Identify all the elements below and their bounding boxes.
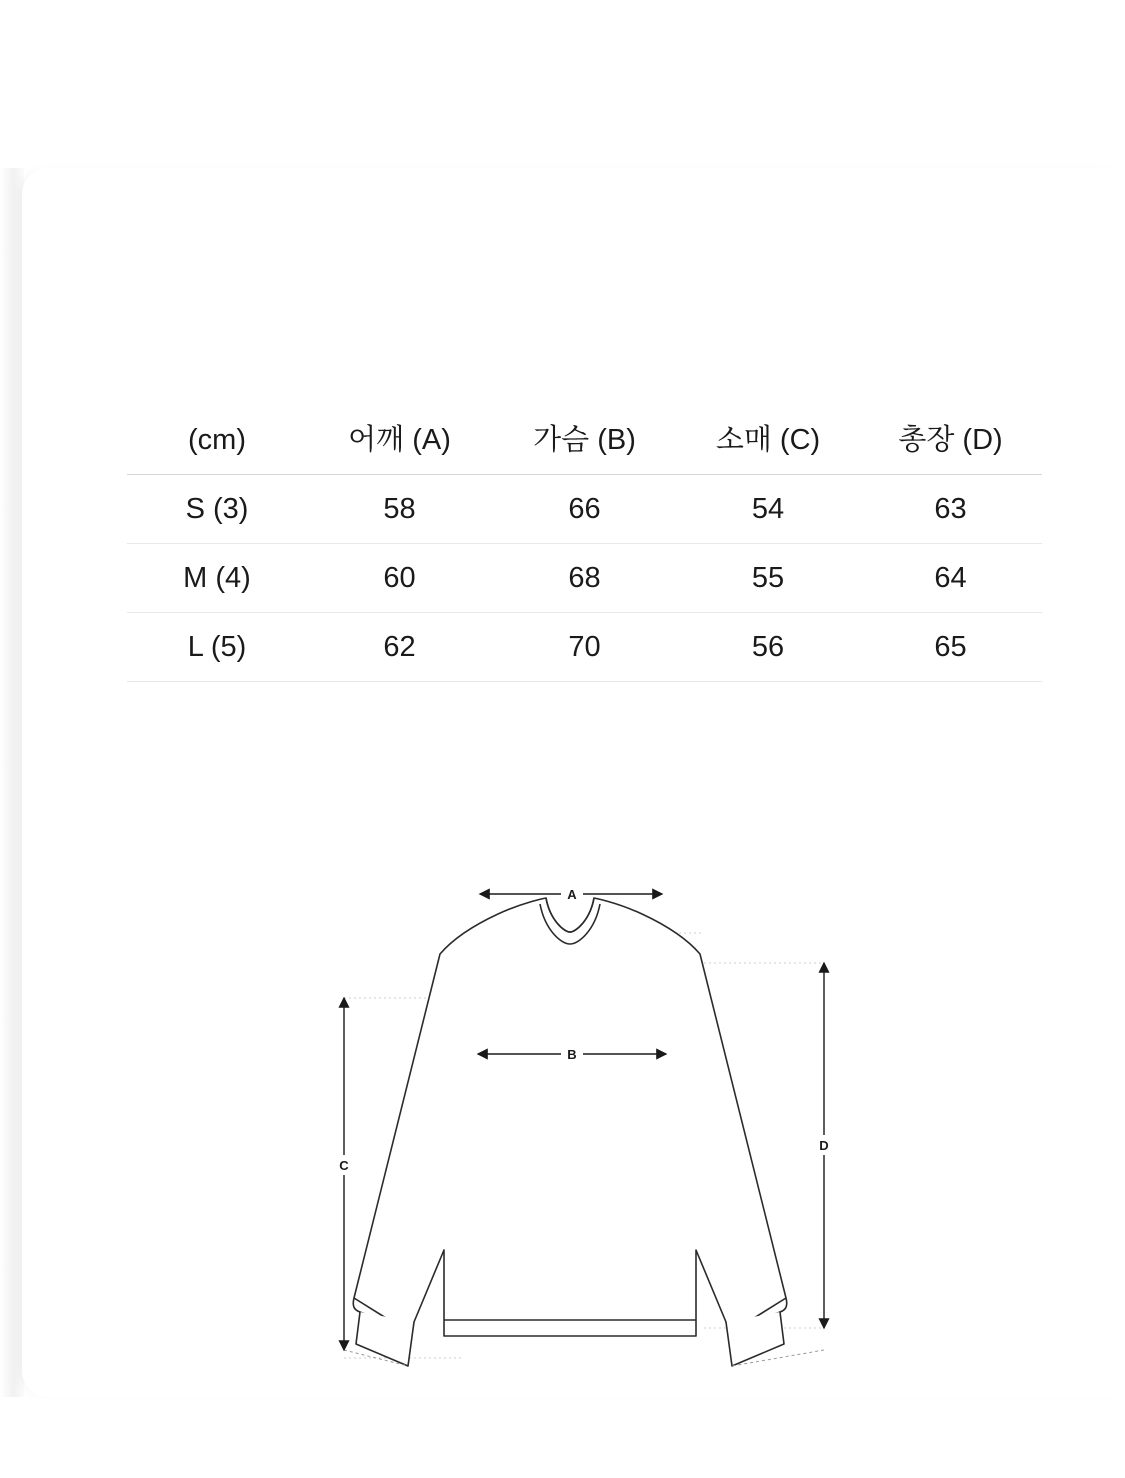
cell-chest: 66 bbox=[492, 475, 677, 544]
table-header-row bbox=[127, 406, 1042, 475]
dimension-a-shoulder bbox=[480, 885, 662, 903]
cell-length: 64 bbox=[859, 544, 1042, 613]
size-guide-card bbox=[22, 168, 1125, 1397]
cell-length: 63 bbox=[859, 475, 1042, 544]
dimension-label-a: A bbox=[567, 887, 577, 902]
cell-size: L (5) bbox=[127, 613, 307, 682]
table-row bbox=[127, 475, 1042, 544]
cell-chest: 70 bbox=[492, 613, 677, 682]
dimension-d-length bbox=[813, 963, 835, 1328]
cell-chest: 68 bbox=[492, 544, 677, 613]
dimension-label-b: B bbox=[567, 1047, 577, 1062]
column-header-length: 총장 (D) bbox=[859, 406, 1042, 475]
cell-shoulder: 62 bbox=[307, 613, 492, 682]
cell-size: S (3) bbox=[127, 475, 307, 544]
dimension-c-sleeve bbox=[333, 998, 355, 1350]
cell-sleeve: 54 bbox=[677, 475, 859, 544]
size-chart-table bbox=[127, 406, 1042, 682]
garment-measurement-diagram bbox=[284, 858, 884, 1478]
cell-length: 65 bbox=[859, 613, 1042, 682]
dimension-label-d: D bbox=[819, 1138, 829, 1153]
column-header-unit: (cm) bbox=[127, 406, 307, 475]
cell-shoulder: 60 bbox=[307, 544, 492, 613]
cell-sleeve: 56 bbox=[677, 613, 859, 682]
column-header-sleeve: 소매 (C) bbox=[677, 406, 859, 475]
cell-sleeve: 55 bbox=[677, 544, 859, 613]
cell-size: M (4) bbox=[127, 544, 307, 613]
dimension-label-c: C bbox=[339, 1158, 349, 1173]
table-row bbox=[127, 544, 1042, 613]
table-row bbox=[127, 613, 1042, 682]
sweatshirt-outline bbox=[353, 898, 787, 1366]
card-left-shadow bbox=[0, 168, 24, 1397]
column-header-chest: 가슴 (B) bbox=[492, 406, 677, 475]
column-header-shoulder: 어깨 (A) bbox=[307, 406, 492, 475]
cell-shoulder: 58 bbox=[307, 475, 492, 544]
